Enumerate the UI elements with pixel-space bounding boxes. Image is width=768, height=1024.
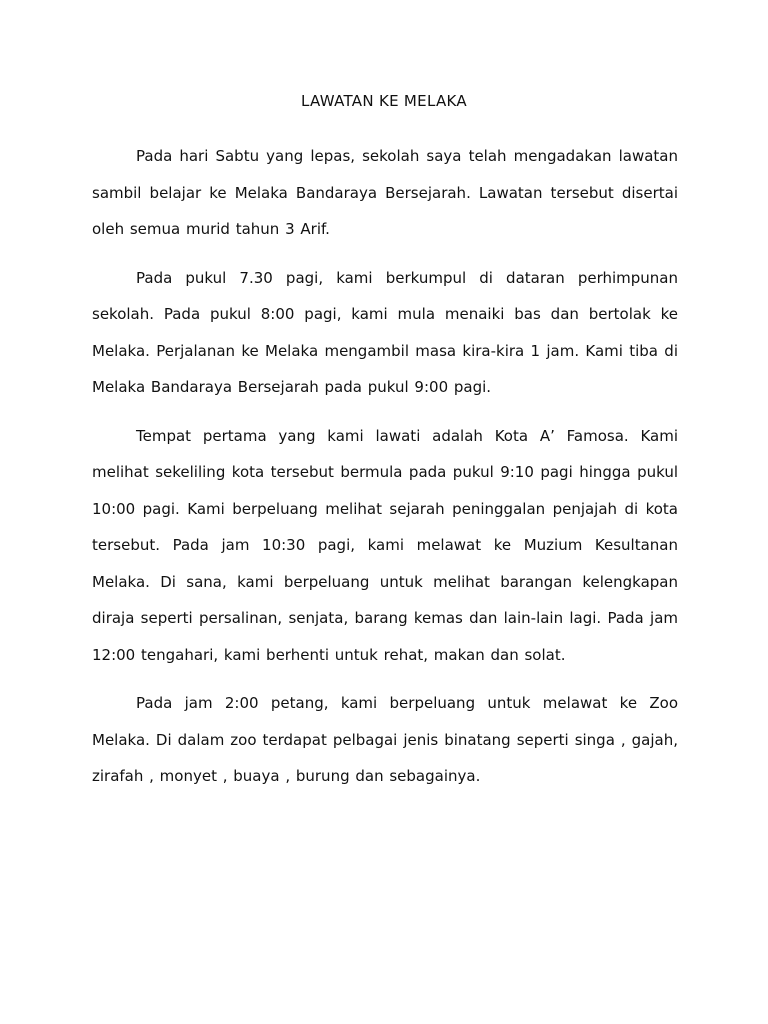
paragraph-2: Pada pukul 7.30 pagi, kami berkumpul di dataran perhimpunan sekolah. Pada pukul 8:00 pagi, kami mula menaiki bas dan bertolak ke Melaka. Perjalanan ke Melaka mengambil masa kira-kira 1 jam. Kami tiba di Melaka Bandaraya Bersejarah pada pukul 9:00 pagi. xyxy=(92,268,678,396)
paragraph-3: Tempat pertama yang kami lawati adalah Kota A’ Famosa. Kami melihat sekeliling kota tersebut bermula pada pukul 9:10 pagi hingga pukul 10:00 pagi. Kami berpeluang melihat sejarah peninggalan penjajah di kota tersebut. Pada jam 10:30 pagi, kami melawat ke Muzium Kesultanan Melaka. Di sana, kami berpeluang untuk melihat barangan kelengkapan diraja seperti persalinan, senjata, barang kemas dan lain-lain lagi. Pada jam 12:00 tengahari, kami berhenti untuk rehat, makan dan solat. xyxy=(92,426,678,664)
paragraph-4: Pada jam 2:00 petang, kami berpeluang untuk melawat ke Zoo Melaka. Di dalam zoo terdapat pelbagai jenis binatang seperti singa , gajah, zirafah , monyet , buaya , burung dan sebagainya. xyxy=(92,694,678,785)
document-body xyxy=(92,138,678,807)
paragraph-1: Pada hari Sabtu yang lepas, sekolah saya telah mengadakan lawatan sambil belajar ke Melaka Bandaraya Bersejarah. Lawatan tersebut disertai oleh semua murid tahun 3 Arif. xyxy=(92,147,678,238)
document-title: LAWATAN KE MELAKA xyxy=(301,92,467,110)
